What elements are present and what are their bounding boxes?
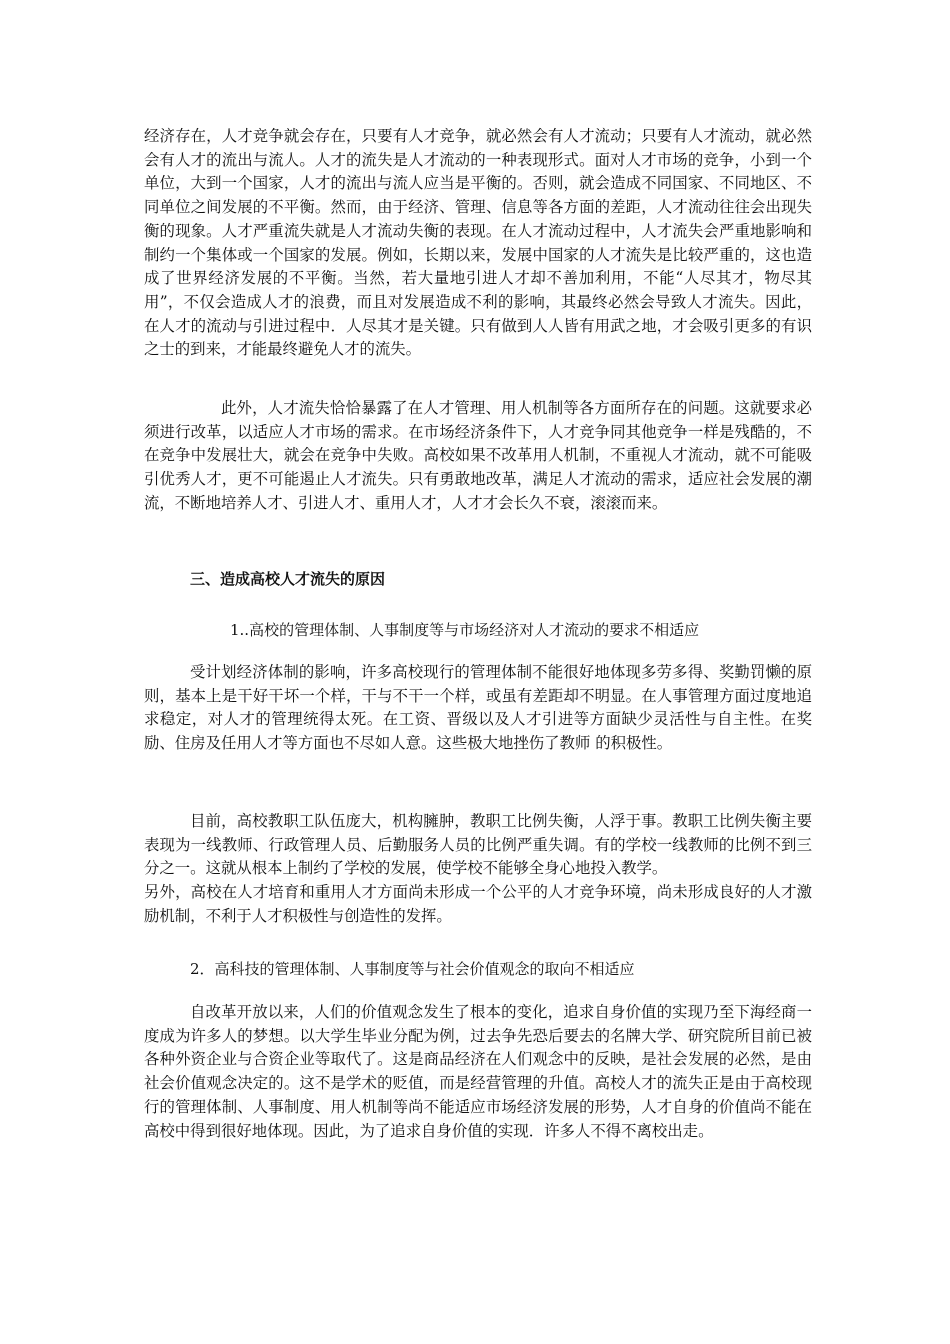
paragraph-incentive: 另外，高校在人才培育和重用人才方面尚未形成一个公平的人才竞争环境，尚未形成良好的人才激励机制，不利于人才积极性与创造性的发挥。 (144, 883, 812, 925)
subheading-2: 2．高科技的管理体制、人事制度等与社会价值观念的取向不相适应 (190, 960, 635, 978)
paragraph-competition-flow: 经济存在，人才竞争就会存在，只要有人才竞争，就必然会有人才流动；只要有人才流动，就必然会有人才的流出与流人。人才的流失是人才流动的一种表现形式。面对人才市场的竞争，小到一个单位，大到一个国家，人才的流出与流人应当是平衡的。否则，就会造成不同国家、不同地区、不同单位之间发展的不平衡。然而，由于经济、管理、信息等各方面的差距，人才流动往往会出现失衡的现象。人才严重流失就是人才流动失衡的表现。在人才流动过程中，人才流失会严重地影响和制约一个集体或一个国家的发展。例如，长期以来，发展中国家的人才流失是比较严重的，这也造成了世界经济发展的不平衡。当然，若大量地引进人才却不善加利用，不能“人尽其才，物尽其用”，不仅会造成人才的浪费，而且对发展造成不利的影响，其最终必然会导致人才流失。因此，在人才的流动与引进过程中．人尽其才是关键。只有做到人人皆有用武之地，才会吸引更多的有识之士的到来，才能最终避免人才的流失。 (144, 127, 812, 359)
paragraph-values-change: 自改革开放以来，人们的价值观念发生了根本的变化，追求自身价值的实现乃至下海经商一度成为许多人的梦想。以大学生毕业分配为例，过去争先恐后要去的名牌大学、研究院所目前已被各种外资企业与合资企业等取代了。这是商品经济在人们观念中的反映，是社会发展的必然，是由社会价值观念决定的。这不是学术的贬值，而是经营管理的升值。高校人才的流失正是由于高校现行的管理体制、人事制度、用人机制等尚不能适应市场经济发展的形势，人才自身的价值尚不能在高校中得到很好地体现。因此，为了追求自身价值的实现．许多人不得不离校出走。 (144, 1003, 812, 1140)
paragraph-planned-economy: 受计划经济体制的影响，许多高校现行的管理体制不能很好地体现多劳多得、奖勤罚懒的原则，基本上是干好干坏一个样，干与不干一个样，或虽有差距却不明显。在人事管理方面过度地追求稳定，对人才的管理统得太死。在工资、晋级以及人才引进等方面缺少灵活性与自主性。在奖励、住房及任用人才等方面也不尽如人意。这些极大地挫伤了教师 的积极性。 (144, 663, 812, 753)
paragraph-staff-ratio: 目前，高校教职工队伍庞大，机构臃肿，教职工比例失衡，人浮于事。教职工比例失衡主要表现为一线教师、行政管理人员、后勤服务人员的比例严重失调。有的学校一线教师的比例不到三分之一。这就从根本上制约了学校的发展，使学校不能够全身心地投入教学。 (144, 812, 812, 878)
section-heading-causes: 三、造成高校人才流失的原因 (190, 570, 386, 588)
paragraph-reform-need: 此外，人才流失恰恰暴露了在人才管理、用人机制等各方面所存在的问题。这就要求必须进行改革，以适应人才市场的需求。在市场经济条件下，人才竞争同其他竞争一样是残酷的，不在竞争中发展壮大，就会在竞争中失败。高校如果不改革用人机制，不重视人才流动，就不可能吸引优秀人才，更不可能遏止人才流失。只有勇敢地改革，满足人才流动的需求，适应社会发展的潮流，不断地培养人才、引进人才、重用人才，人才才会长久不衰，滚滚而来。 (144, 399, 812, 512)
subheading-1: 1..高校的管理体制、人事制度等与市场经济对人才流动的要求不相适应 (230, 621, 700, 639)
